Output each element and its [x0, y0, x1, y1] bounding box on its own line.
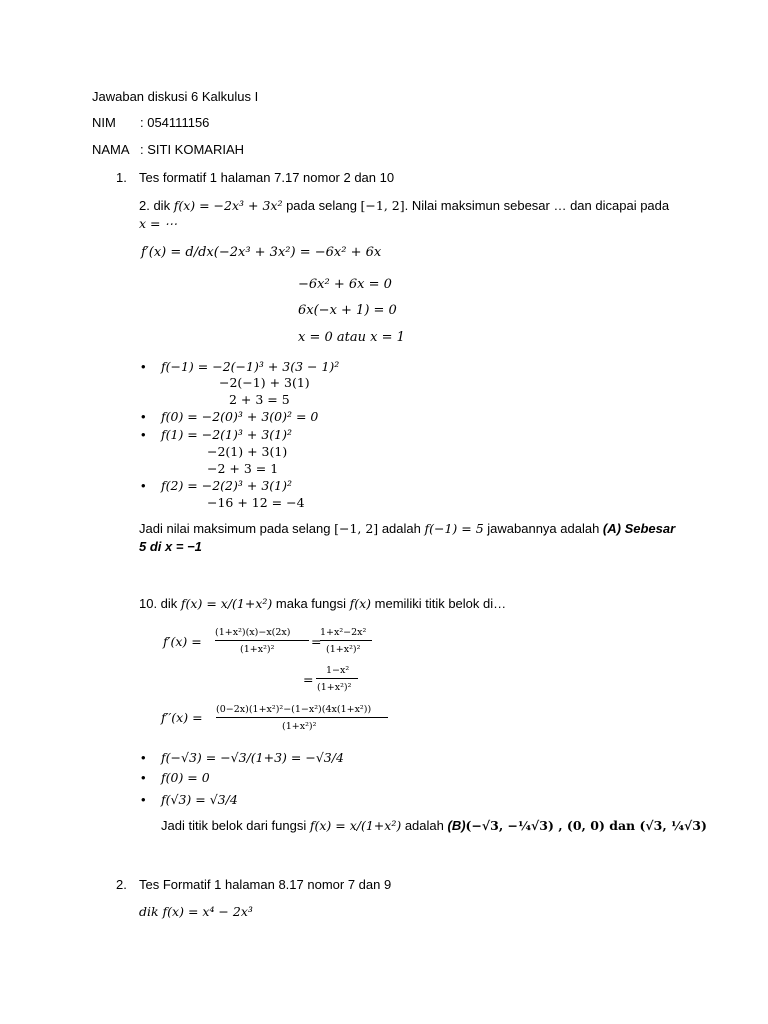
q2-statement-line2: x = ⋯: [139, 216, 177, 231]
bullet-icon: •: [141, 409, 146, 424]
bullet-icon: •: [141, 750, 146, 765]
q10-statement: 10. dik f(x) = x/(1+x²) maka fungsi f(x) memiliki titik belok di…: [139, 596, 507, 611]
q10-d1-den: (1+x²)²: [240, 644, 275, 655]
q2-eval-f1-step2: −2 + 3 = 1: [207, 461, 279, 476]
q10-conclusion: Jadi titik belok dari fungsi f(x) = x/(1+x²) adalah (B)(−√3, −¼√3) , (0, 0) dan (√3, ¼√3): [161, 818, 707, 833]
q10-d1-den2: (1+x²)²: [326, 644, 361, 655]
bullet-icon: •: [141, 427, 146, 442]
section2-given: dik f(x) = x⁴ − 2x³: [139, 904, 253, 919]
q2-eval-f1-step1: −2(1) + 3(1): [207, 444, 288, 459]
q2-eval-fminus1-step1: −2(−1) + 3(1): [219, 375, 310, 390]
q10-d1-num: (1+x²)(x)−x(2x): [215, 627, 291, 638]
q10-eval-f0: f(0) = 0: [161, 770, 210, 785]
bullet-icon: •: [141, 359, 146, 374]
q2-statement: 2. dik f(x) = −2x³ + 3x² pada selang [−1, 2]. Nilai maksimun sebesar … dan dicapai pada: [139, 198, 670, 213]
q2-eval-f0: f(0) = −2(0)³ + 3(0)² = 0: [161, 409, 319, 424]
q2-eval-fminus1-step2: 2 + 3 = 5: [229, 392, 290, 407]
fraction-bar: [216, 717, 388, 718]
equals-sign: =: [303, 672, 314, 687]
nama-label: NAMA: [92, 142, 130, 157]
q2-derivative: f′(x) = d/dx(−2x³ + 3x²) = −6x² + 6x: [141, 245, 382, 260]
q10-d2-den: (1+x²)²: [282, 721, 317, 732]
section1-title: Tes formatif 1 halaman 7.17 nomor 2 dan 10: [139, 170, 395, 185]
document-title: Jawaban diskusi 6 Kalkulus I: [92, 89, 259, 104]
section2-number: 2.: [116, 877, 127, 892]
nama-value: : SITI KOMARIAH: [140, 142, 245, 157]
section1-number: 1.: [116, 170, 127, 185]
q10-d1-lhs: f′(x) =: [163, 634, 202, 649]
fraction-bar: [215, 640, 309, 641]
bullet-icon: •: [141, 792, 146, 807]
q10-d2-num: (0−2x)(1+x²)²−(1−x²)(4x(1+x²)): [216, 704, 372, 715]
fraction-bar: [320, 640, 372, 641]
q2-step3: x = 0 atau x = 1: [298, 330, 405, 345]
q2-step1: −6x² + 6x = 0: [298, 277, 392, 292]
q2-eval-f1: f(1) = −2(1)³ + 3(1)²: [161, 427, 292, 442]
q10-d1-num2: 1+x²−2x²: [320, 627, 367, 638]
q2-step2: 6x(−x + 1) = 0: [298, 303, 397, 318]
bullet-icon: •: [141, 478, 146, 493]
nim-label: NIM: [92, 115, 116, 130]
q2-eval-fminus1: f(−1) = −2(−1)³ + 3(3 − 1)²: [161, 359, 340, 374]
q10-eval-fminus-root3: f(−√3) = −√3/(1+3) = −√3/4: [161, 750, 344, 765]
section2-title: Tes Formatif 1 halaman 8.17 nomor 7 dan 9: [139, 877, 392, 892]
q10-eval-f-root3: f(√3) = √3/4: [161, 792, 238, 807]
fraction-bar: [316, 678, 358, 679]
bullet-icon: •: [141, 770, 146, 785]
q2-eval-f2-step1: −16 + 12 = −4: [207, 495, 305, 510]
equals-sign: =: [311, 634, 322, 649]
q10-d1-num3: 1−x²: [326, 665, 350, 676]
nim-value: : 054111156: [140, 115, 210, 130]
q2-conclusion-answer: 5 di x = −1: [139, 539, 202, 554]
q2-eval-f2: f(2) = −2(2)³ + 3(1)²: [161, 478, 292, 493]
q10-d2-lhs: f′′(x) =: [161, 710, 203, 725]
q10-d1-den3: (1+x²)²: [317, 682, 352, 693]
q2-conclusion: Jadi nilai maksimum pada selang [−1, 2] adalah f(−1) = 5 jawabannya adalah (A) Sebesar: [139, 521, 676, 536]
